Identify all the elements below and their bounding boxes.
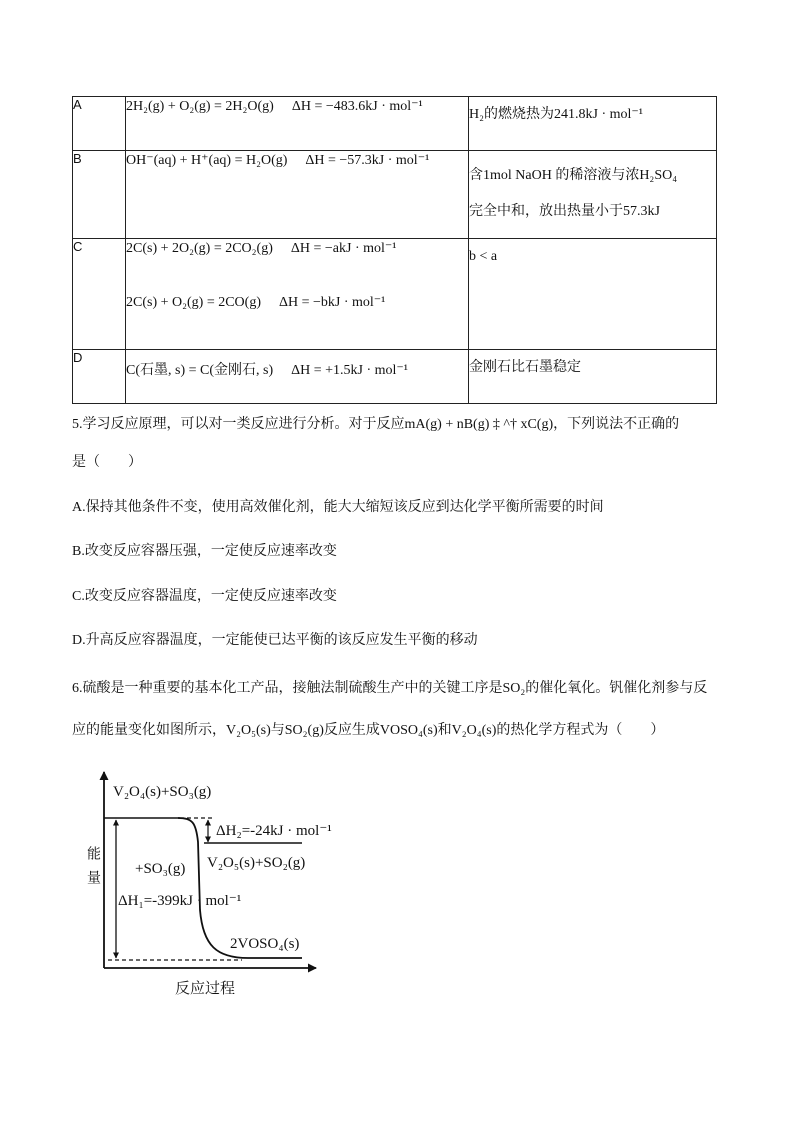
equation — [126, 97, 468, 117]
y-axis-label: 能量 — [85, 846, 100, 894]
plus-so3-label: +SO₃(g) — [135, 861, 186, 877]
question5-option-c: C.改变反应容器温度，一定使反应速率改变 — [72, 589, 337, 604]
question6-stem-cont: 应的能量变化如图所示，V₂O₅(s)与SO₂(g)反应生成VOSO₄(s)和V₂O₄(s)的热化学方程式为（ ） — [72, 723, 665, 738]
options-table — [72, 96, 717, 404]
intermediate-state-label: V₂O₅(s)+SO₂(g) — [207, 855, 306, 871]
explanation-cell — [469, 350, 717, 404]
question5-option-b: B.改变反应容器压强，一定使反应速率改变 — [72, 544, 337, 559]
explanation-line: 含1mol NaOH 的稀溶液与浓H₂SO₄ — [469, 168, 678, 183]
table-row-c — [73, 239, 717, 350]
question6-stem: 6.硫酸是一种重要的基本化工产品，接触法制硫酸生产中的关键工序是SO₂的催化氧化。钒催化剂参与反 — [72, 681, 708, 696]
enthalpy: ΔH = −bkJ · mol⁻¹ — [279, 295, 386, 310]
question5-stem: 5.学习反应原理，可以对一类反应进行分析。对于反应mA(g) + nB(g) ‡ ^† xC(g)，下列说法不正确的 — [72, 417, 680, 432]
explanation-line: 金刚石比石墨稳定 — [469, 360, 581, 375]
reaction: 2H₂(g) + O₂(g) = 2H₂O(g) — [126, 99, 274, 114]
table-row-b — [73, 151, 717, 239]
equation-cell — [126, 239, 469, 350]
explanation-line: 完全中和，放出热量小于57.3kJ — [469, 204, 660, 219]
reaction: C(石墨, s) = C(金刚石, s) — [126, 363, 274, 378]
question5-stem-cont: 是（ ） — [72, 455, 142, 470]
explanation-cell — [469, 151, 717, 239]
reaction: 2C(s) + O₂(g) = 2CO(g) — [126, 295, 261, 310]
delta-h2-label: ΔH₂=-24kJ · mol⁻¹ — [216, 823, 332, 839]
reaction: 2C(s) + 2O₂(g) = 2CO₂(g) — [126, 241, 273, 256]
equation — [126, 151, 468, 171]
table-row-d — [73, 350, 717, 404]
explanation-line: b < a — [469, 249, 498, 264]
explanation-cell — [469, 97, 717, 151]
row-label: C — [73, 239, 126, 350]
question5-option-d: D.升高反应容器温度，一定能使已达平衡的该反应发生平衡的移动 — [72, 633, 478, 648]
enthalpy: ΔH = −483.6kJ · mol⁻¹ — [291, 99, 423, 114]
row-label: A — [73, 97, 126, 151]
reaction: OH⁻(aq) + H⁺(aq) = H₂O(g) — [126, 153, 288, 168]
product-state-label: 2VOSO₄(s) — [230, 936, 300, 952]
initial-state-label: V₂O₄(s)+SO₃(g) — [113, 784, 212, 800]
equation — [126, 239, 468, 259]
equation-cell — [126, 97, 469, 151]
row-label: D — [73, 350, 126, 404]
enthalpy: ΔH = +1.5kJ · mol⁻¹ — [291, 363, 409, 378]
explanation-line: H₂的燃烧热为241.8kJ · mol⁻¹ — [469, 107, 643, 122]
equation-cell — [126, 350, 469, 404]
explanation-cell — [469, 239, 717, 350]
enthalpy: ΔH = −57.3kJ · mol⁻¹ — [305, 153, 430, 168]
equation-cell — [126, 151, 469, 239]
x-axis-label: 反应过程 — [175, 981, 236, 997]
delta-h1-label: ΔH₁=-399kJ · mol⁻¹ — [118, 893, 242, 909]
equation — [126, 293, 468, 313]
equation — [126, 361, 468, 381]
table-row-a — [73, 97, 717, 151]
question5-option-a: A.保持其他条件不变，使用高效催化剂，能大大缩短该反应到达化学平衡所需要的时间 — [72, 500, 604, 515]
energy-diagram — [80, 760, 360, 1005]
enthalpy: ΔH = −akJ · mol⁻¹ — [290, 241, 397, 256]
row-label: B — [73, 151, 126, 239]
